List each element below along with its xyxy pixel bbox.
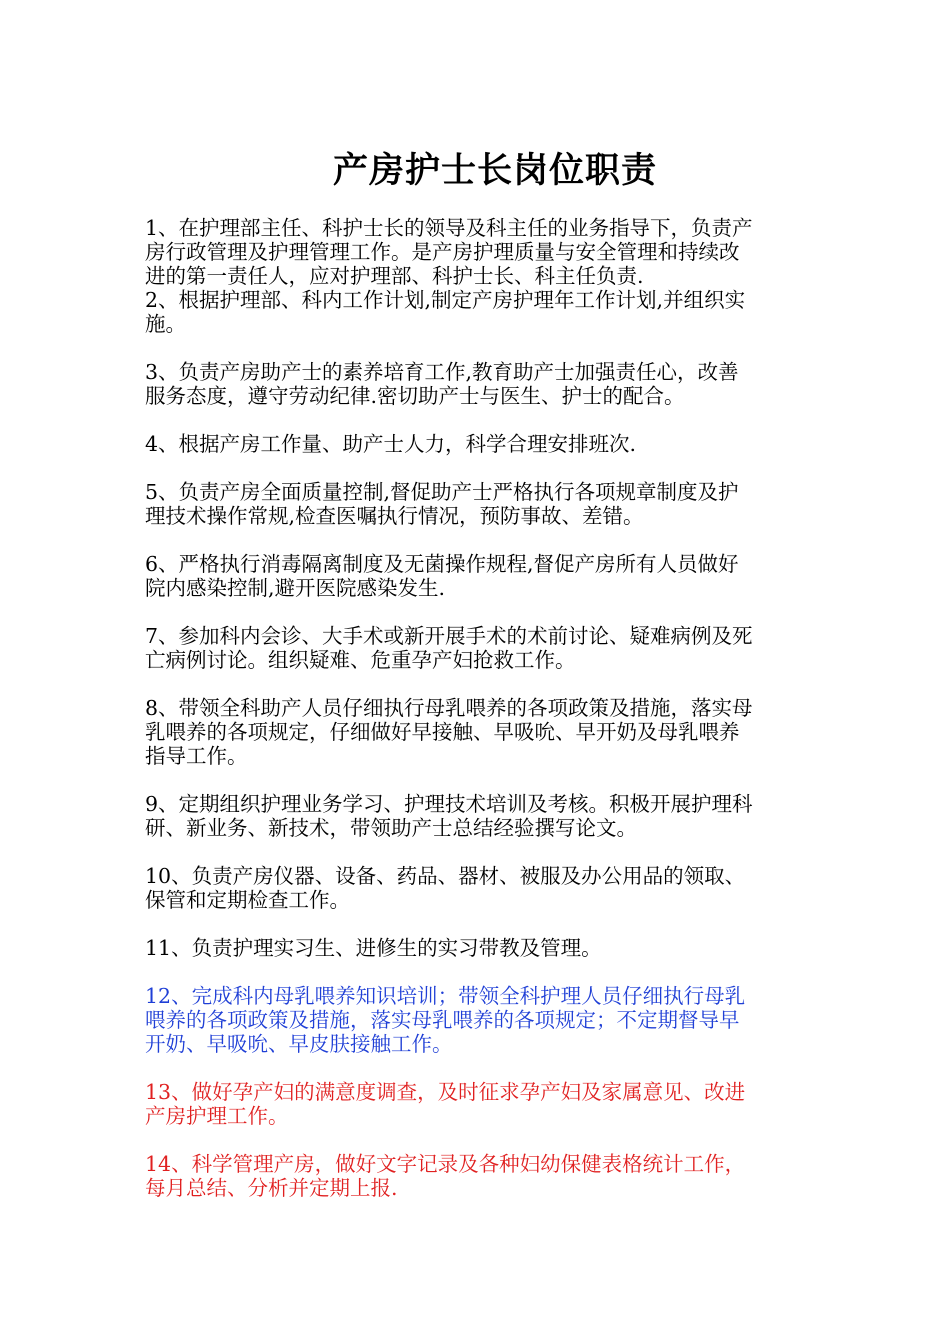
duty-item-2: 2、根据护理部、科内工作计划,制定产房护理年工作计划,并组织实 施。	[145, 288, 746, 336]
duty-item-7: 7、参加科内会诊、大手术或新开展手术的术前讨论、疑难病例及死 亡病例讨论。组织疑难、危重孕产妇抢救工作。	[145, 624, 753, 672]
duty-item-6: 6、严格执行消毒隔离制度及无菌操作规程,督促产房所有人员做好 院内感染控制,避开医院感染发生.	[145, 552, 739, 600]
document-body	[145, 216, 815, 1200]
duty-item-10: 10、负责产房仪器、设备、药品、器材、被服及办公用品的领取、 保管和定期检查工作。	[145, 864, 746, 912]
duty-item-9: 9、定期组织护理业务学习、护理技术培训及考核。积极开展护理科 研、新业务、新技术，带领助产士总结经验撰写论文。	[145, 792, 753, 840]
duty-item-11: 11、负责护理实习生、进修生的实习带教及管理。	[145, 936, 602, 960]
duty-item-12: 12、完成科内母乳喂养知识培训；带领全科护理人员仔细执行母乳 喂养的各项政策及措施，落实母乳喂养的各项规定；不定期督导早 开奶、早吸吮、早皮肤接触工作。	[145, 984, 746, 1056]
duty-item-8: 8、带领全科助产人员仔细执行母乳喂养的各项政策及措施，落实母 乳喂养的各项规定，仔细做好早接触、早吸吮、早开奶及母乳喂养 指导工作。	[145, 696, 753, 768]
duty-item-1: 1、在护理部主任、科护士长的领导及科主任的业务指导下，负责产 房行政管理及护理管理工作。是产房护理质量与安全管理和持续改 进的第一责任人，应对护理部、科护士长、科主任负责.	[145, 216, 753, 288]
duty-item-13: 13、做好孕产妇的满意度调查，及时征求孕产妇及家属意见、改进 产房护理工作。	[145, 1080, 746, 1128]
duty-item-3: 3、负责产房助产士的素养培育工作,教育助产士加强责任心，改善 服务态度，遵守劳动纪律.密切助产士与医生、护士的配合。	[145, 360, 739, 408]
document-title: 产房护士长岗位职责	[332, 150, 657, 191]
duty-item-14: 14、科学管理产房，做好文字记录及各种妇幼保健表格统计工作， 每月总结、分析并定期上报.	[145, 1152, 746, 1200]
duty-item-5: 5、负责产房全面质量控制,督促助产士严格执行各项规章制度及护 理技术操作常规,检查医嘱执行情况，预防事故、差错。	[145, 480, 739, 528]
duty-item-4: 4、根据产房工作量、助产士人力，科学合理安排班次.	[145, 432, 637, 456]
